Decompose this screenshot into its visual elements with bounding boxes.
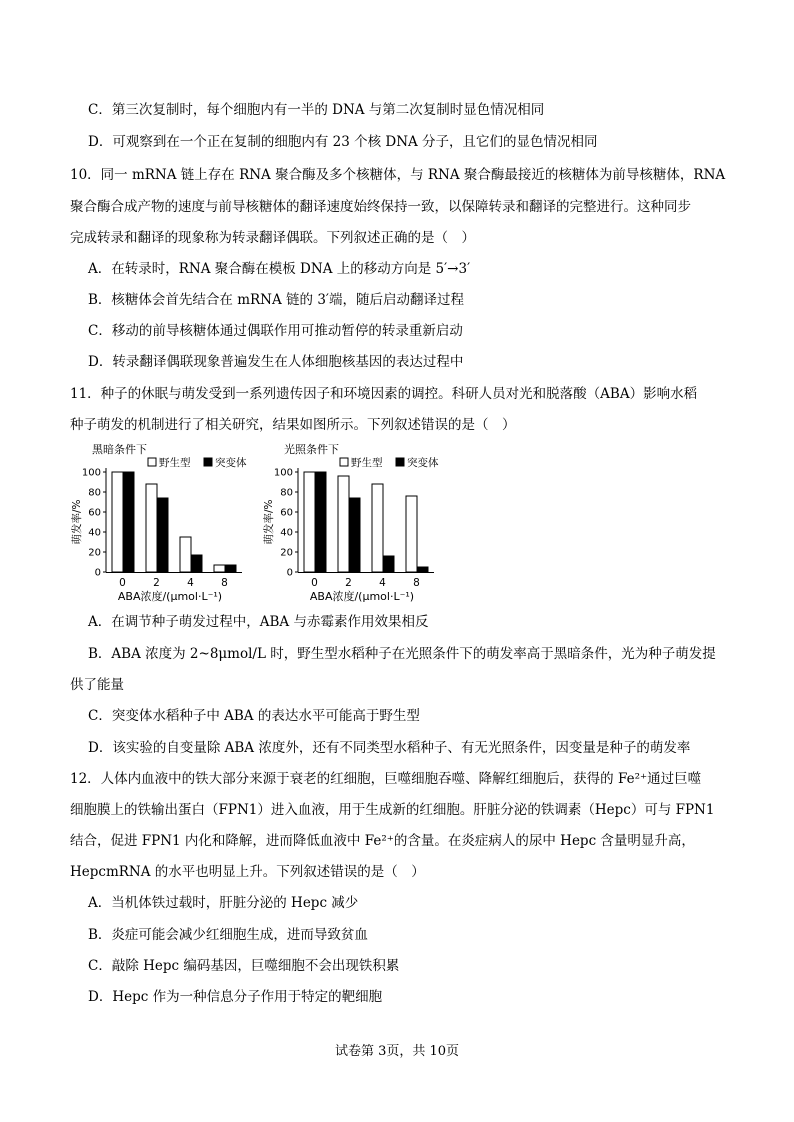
question-12-line-4: HepcmRNA 的水平也明显上升。下列叙述错误的是（ ）: [70, 864, 425, 880]
question-11-line-2: 种子萌发的机制进行了相关研究，结果如图所示。下列叙述错误的是（ ）: [70, 417, 516, 433]
legend-swatch-0: [148, 458, 156, 466]
option-11c: C．突变体水稻种子中 ABA 的表达水平可能高于野生型: [88, 708, 420, 724]
y-tick-label: 100: [81, 467, 101, 479]
x-tick-label: 4: [187, 577, 194, 589]
legend-label-1: 突变体: [407, 457, 439, 469]
y-tick-label: 20: [88, 547, 101, 559]
y-tick-label: 20: [280, 547, 293, 559]
bar-wild-type: [146, 484, 157, 572]
chart-light: [262, 440, 462, 603]
bar-mutant: [349, 498, 360, 572]
bar-mutant: [157, 498, 168, 572]
option-10c: C．移动的前导核糖体通过偶联作用可推动暂停的转录重新启动: [88, 323, 463, 339]
option-12a: A．当机体铁过载时，肝脏分泌的 Hepc 减少: [88, 895, 359, 911]
option-11b-line-2: 供了能量: [70, 677, 124, 693]
y-tick-label: 80: [88, 487, 101, 499]
option-12b: B．炎症可能会减少红细胞生成，进而导致贫血: [88, 927, 368, 943]
bar-mutant: [191, 555, 202, 572]
chart-dark: [70, 440, 270, 603]
y-tick-label: 80: [280, 487, 293, 499]
option-11d: D．该实验的自变量除 ABA 浓度外，还有不同类型水稻种子、有无光照条件，因变量是种子的萌发率: [88, 740, 691, 756]
x-tick-label: 2: [153, 577, 160, 589]
legend-swatch-0: [340, 458, 348, 466]
x-tick-label: 8: [221, 577, 228, 589]
legend-label-1: 突变体: [215, 457, 247, 469]
bar-wild-type: [180, 537, 191, 572]
x-tick-label: 4: [379, 577, 386, 589]
bar-mutant: [315, 472, 326, 572]
y-tick-label: 60: [88, 507, 101, 519]
x-axis-label: ABA浓度/(μmol·L⁻¹): [309, 590, 415, 603]
y-axis-label: 萌发率/%: [263, 499, 275, 545]
y-tick-label: 0: [286, 567, 293, 579]
chart-dark-svg: [70, 440, 270, 603]
legend-swatch-1: [396, 458, 404, 466]
x-tick-label: 2: [345, 577, 352, 589]
option-9d: D．可观察到在一个正在复制的细胞内有 23 个核 DNA 分子，且它们的显色情况相同: [88, 134, 598, 150]
bar-wild-type: [112, 472, 123, 572]
option-11a: A．在调节种子萌发过程中，ABA 与赤霉素作用效果相反: [88, 614, 429, 630]
question-12-line-2: 细胞膜上的铁输出蛋白（FPN1）进入血液，用于生成新的红细胞。肝脏分泌的铁调素（Hepc）可与 FPN1: [70, 802, 715, 818]
y-tick-label: 40: [280, 527, 293, 539]
question-12-line-1: 12．人体内血液中的铁大部分来源于衰老的红细胞，巨噬细胞吞噬、降解红细胞后，获得的 Fe²⁺通过巨噬: [70, 771, 702, 787]
bar-wild-type: [406, 496, 417, 572]
option-11b-line-1: B．ABA 浓度为 2~8μmol/L 时，野生型水稻种子在光照条件下的萌发率高于黑暗条件，光为种子萌发提: [88, 646, 716, 662]
chart-title: 黑暗条件下: [92, 443, 147, 456]
question-12-line-3: 结合，促进 FPN1 内化和降解，进而降低血液中 Fe²⁺的含量。在炎症病人的尿中 Hepc 含量明显升高，: [70, 833, 695, 849]
bar-mutant: [225, 565, 236, 572]
legend-label-0: 野生型: [351, 457, 383, 469]
option-10d: D．转录翻译偶联现象普遍发生在人体细胞核基因的表达过程中: [88, 354, 464, 370]
x-tick-label: 0: [311, 577, 318, 589]
option-12d: D．Hepc 作为一种信息分子作用于特定的靶细胞: [88, 989, 383, 1005]
bar-wild-type: [372, 484, 383, 572]
bar-mutant: [383, 556, 394, 572]
option-9c: C．第三次复制时，每个细胞内有一半的 DNA 与第二次复制时显色情况相同: [88, 102, 545, 118]
bar-wild-type: [338, 476, 349, 572]
question-10-line-2: 聚合酶合成产物的速度与前导核糖体的翻译速度始终保持一致，以保障转录和翻译的完整进行。这种同步: [70, 199, 691, 215]
question-10-line-3: 完成转录和翻译的现象称为转录翻译偶联。下列叙述正确的是（ ）: [70, 230, 475, 246]
legend-label-0: 野生型: [159, 457, 191, 469]
bar-wild-type: [214, 565, 225, 572]
question-11-line-1: 11．种子的休眠与萌发受到一系列遗传因子和环境因素的调控。科研人员对光和脱落酸（ABA）影响水稻: [70, 386, 698, 402]
x-tick-label: 8: [413, 577, 420, 589]
bar-mutant: [123, 472, 134, 572]
y-tick-label: 60: [280, 507, 293, 519]
option-12c: C．敲除 Hepc 编码基因，巨噬细胞不会出现铁积累: [88, 958, 400, 974]
option-10a: A．在转录时，RNA 聚合酶在模板 DNA 上的移动方向是 5′→3′: [88, 261, 471, 277]
bar-mutant: [417, 567, 428, 572]
y-tick-label: 100: [273, 467, 293, 479]
chart-light-svg: [262, 440, 462, 603]
bar-wild-type: [304, 472, 315, 572]
chart-title: 光照条件下: [284, 443, 339, 456]
y-tick-label: 0: [94, 567, 101, 579]
page-footer: 试卷第 3页，共 10页: [334, 1044, 460, 1059]
y-axis-label: 萌发率/%: [71, 499, 83, 545]
legend-swatch-1: [204, 458, 212, 466]
x-tick-label: 0: [119, 577, 126, 589]
x-axis-label: ABA浓度/(μmol·L⁻¹): [117, 590, 223, 603]
question-10-line-1: 10．同一 mRNA 链上存在 RNA 聚合酶及多个核糖体，与 RNA 聚合酶最接近的核糖体为前导核糖体，RNA: [70, 167, 726, 183]
option-10b: B．核糖体会首先结合在 mRNA 链的 3′端，随后启动翻译过程: [88, 292, 464, 308]
y-tick-label: 40: [88, 527, 101, 539]
